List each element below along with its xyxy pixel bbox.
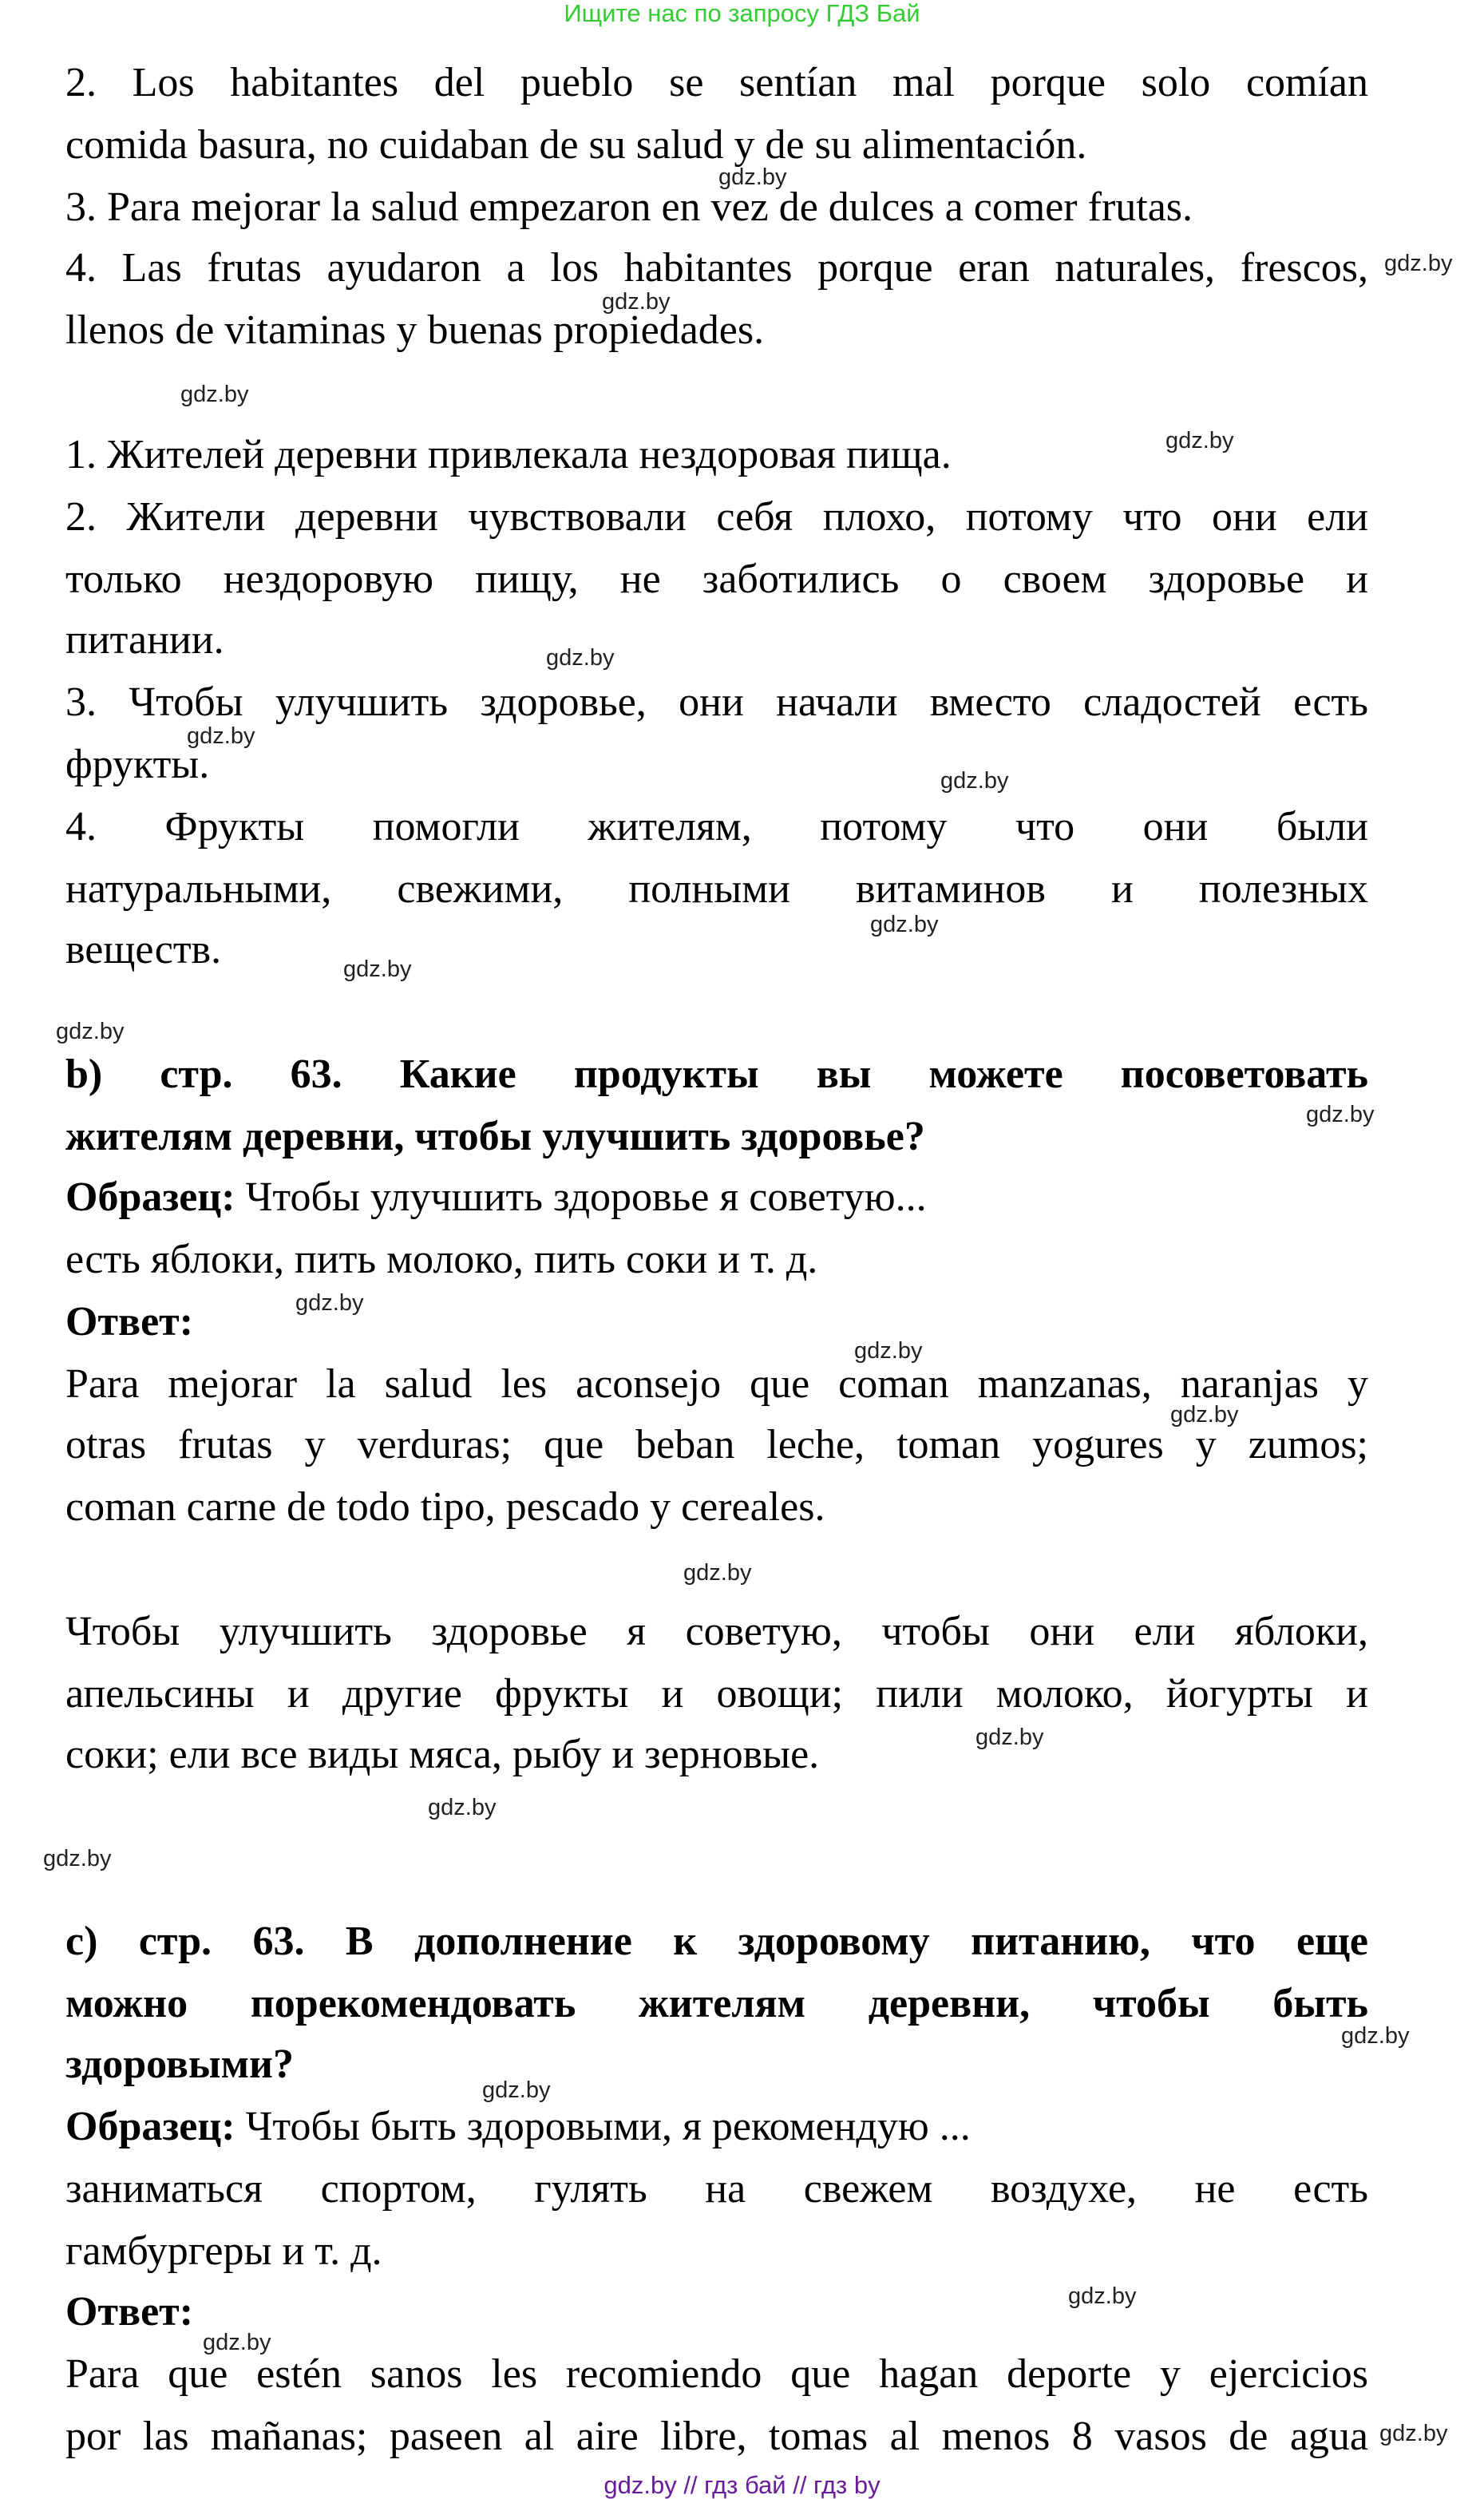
- text-line: 4. Фрукты помогли жителям, потому что они были: [65, 804, 1368, 850]
- sample-label: Образец:: [65, 2104, 235, 2149]
- text-line: заниматься спортом, гулять на свежем воздухе, не есть: [65, 2166, 1368, 2212]
- watermark: gdz.by: [546, 645, 615, 671]
- text-line: 3. Чтобы улучшить здоровье, они начали вместо сладостей есть: [65, 679, 1368, 725]
- watermark: gdz.by: [1341, 2023, 1410, 2049]
- watermark: gdz.by: [1165, 428, 1234, 453]
- watermark: gdz.by: [975, 1725, 1044, 1750]
- text-line: por las mañanas; paseen al aire libre, tomas al menos 8 vasos de agua: [65, 2414, 1368, 2459]
- watermark: gdz.by: [428, 1795, 497, 1820]
- watermark: gdz.by: [1384, 251, 1453, 276]
- text-line: 4. Las frutas ayudaron a los habitantes porque eran naturales, frescos,: [65, 245, 1368, 291]
- site-footer-links[interactable]: gdz.by // гдз бай // гдз by: [603, 2471, 881, 2499]
- watermark: gdz.by: [940, 768, 1009, 794]
- text-line: 3. Para mejorar la salud empezaron en vez de dulces a comer frutas.: [65, 184, 1193, 230]
- watermark: gdz.by: [180, 382, 249, 407]
- text-line: Чтобы улучшить здоровье я советую, чтобы они ели яблоки,: [65, 1609, 1368, 1654]
- section-b-heading: b) стр. 63. Какие продукты вы можете посоветовать: [65, 1051, 1368, 1097]
- sample-label: Образец:: [65, 1174, 235, 1220]
- watermark: gdz.by: [43, 1846, 112, 1871]
- section-b-heading: жителям деревни, чтобы улучшить здоровье?: [65, 1114, 925, 1159]
- section-c-heading: c) стр. 63. В дополнение к здоровому питанию, что еще: [65, 1919, 1368, 1964]
- watermark: gdz.by: [1379, 2421, 1448, 2446]
- watermark: gdz.by: [187, 723, 255, 749]
- text-line: comida basura, no cuidaban de su salud y de su alimentación.: [65, 122, 1087, 168]
- watermark: gdz.by: [56, 1019, 125, 1044]
- text-line: соки; ели все виды мяса, рыбу и зерновые.: [65, 1732, 820, 1777]
- text-line: гамбургеры и т. д.: [65, 2228, 382, 2274]
- text-line: есть яблоки, пить молоко, пить соки и т. д.: [65, 1237, 818, 1282]
- watermark: gdz.by: [854, 1338, 923, 1364]
- text-line: 2. Жители деревни чувствовали себя плохо, потому что они ели: [65, 494, 1368, 540]
- watermark: gdz.by: [343, 956, 412, 982]
- text-line: 2. Los habitantes del pueblo se sentían mal porque solo comían: [65, 60, 1368, 105]
- text-line: только нездоровую пищу, не заботились о своем здоровье и: [65, 556, 1368, 602]
- text-line: Para mejorar la salud les aconsejo que coman manzanas, naranjas y: [65, 1361, 1368, 1407]
- watermark: gdz.by: [203, 2330, 271, 2355]
- section-c-heading: здоровыми?: [65, 2042, 294, 2087]
- sample-line: [65, 1174, 1368, 1222]
- watermark: gdz.by: [602, 289, 671, 315]
- section-c-heading: можно порекомендовать жителям деревни, чтобы быть: [65, 1981, 1368, 2026]
- answer-label: Ответ:: [65, 2289, 194, 2335]
- site-header-banner: Ищите нас по запросу ГДЗ Бай: [564, 0, 920, 27]
- watermark: gdz.by: [295, 1290, 364, 1316]
- text-line: otras frutas y verduras; que beban leche, toman yogures y zumos;: [65, 1422, 1368, 1467]
- watermark: gdz.by: [1068, 2283, 1137, 2309]
- sample-text: Чтобы быть здоровыми, я рекомендую ...: [235, 2104, 971, 2149]
- watermark: gdz.by: [1170, 1402, 1239, 1428]
- text-line: фрукты.: [65, 742, 210, 787]
- text-line: веществ.: [65, 927, 222, 972]
- watermark: gdz.by: [718, 164, 787, 190]
- watermark: gdz.by: [683, 1560, 752, 1586]
- answer-label: Ответ:: [65, 1299, 194, 1345]
- watermark: gdz.by: [1306, 1102, 1375, 1127]
- text-line: апельсины и другие фрукты и овощи; пили молоко, йогурты и: [65, 1671, 1368, 1717]
- sample-text: Чтобы улучшить здоровье я советую...: [235, 1174, 927, 1220]
- text-line: питании.: [65, 617, 224, 663]
- text-line: coman carne de todo tipo, pescado y cereales.: [65, 1484, 825, 1530]
- text-line: Para que estén sanos les recomiendo que hagan deporte y ejercicios: [65, 2351, 1368, 2397]
- text-line: натуральными, свежими, полными витаминов и полезных: [65, 866, 1368, 912]
- watermark: gdz.by: [482, 2077, 551, 2103]
- watermark: gdz.by: [870, 912, 939, 937]
- sample-line: [65, 2103, 1368, 2151]
- text-line: 1. Жителей деревни привлекала нездоровая пища.: [65, 432, 952, 477]
- text-line: llenos de vitaminas y buenas propiedades.: [65, 307, 765, 353]
